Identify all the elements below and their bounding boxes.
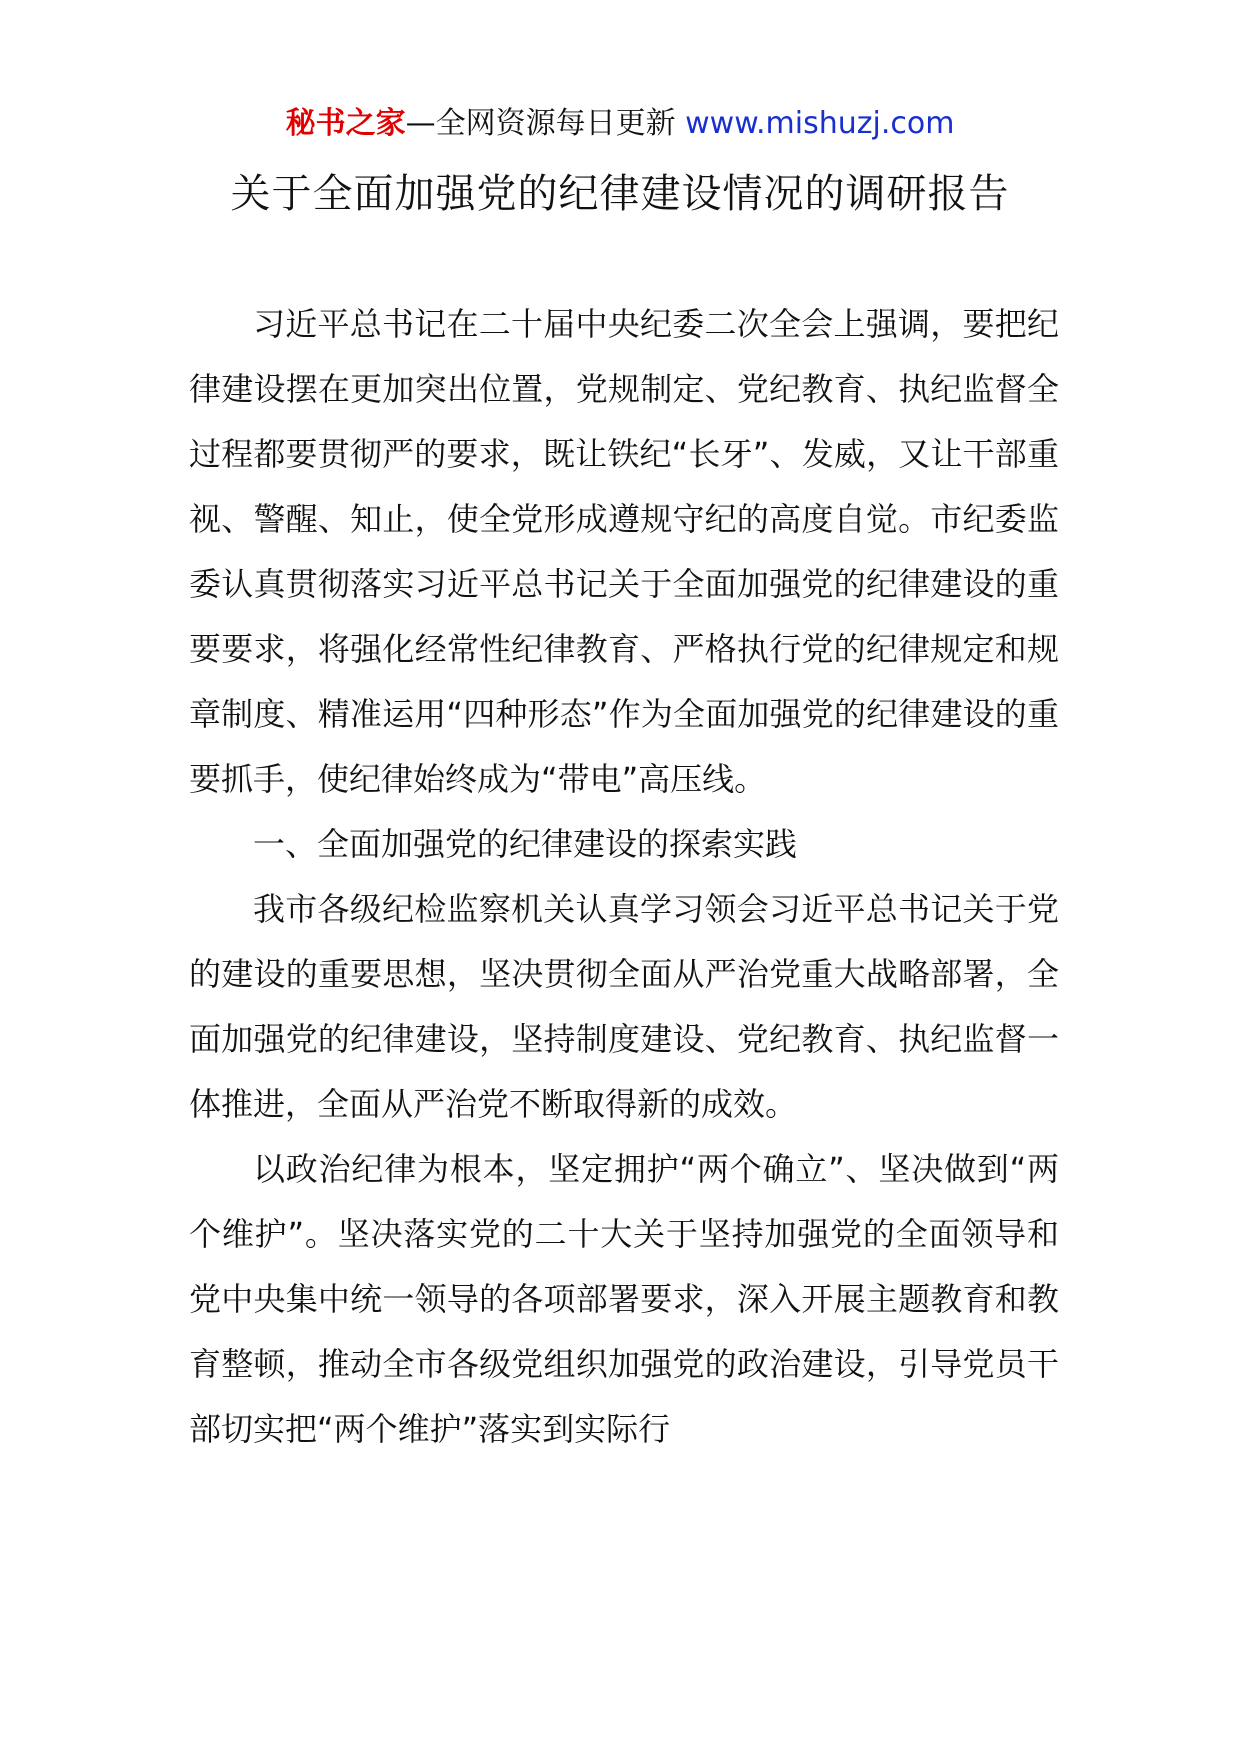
banner-brand: 秘书之家 xyxy=(285,106,406,141)
document-title: 关于全面加强党的纪律建设情况的调研报告 xyxy=(230,171,1010,217)
document-body xyxy=(189,292,1059,1462)
paragraph-practice: 我市各级纪检监察机关认真学习领会习近平总书记关于党的建设的重要思想，坚决贯彻全面从严治党重大战略部署，全面加强党的纪律建设，坚持制度建设、党纪教育、执纪监督一体推进，全面从严治党不断取得新的成效。 xyxy=(189,890,1059,1123)
banner-slogan: —全网资源每日更新 xyxy=(405,106,686,141)
paragraph-intro: 习近平总书记在二十届中央纪委二次全会上强调，要把纪律建设摆在更加突出位置，党规制定、党纪教育、执纪监督全过程都要贯彻严的要求，既让铁纪“长牙”、发威，又让干部重视、警醒、知止，使全党形成遵规守纪的高度自觉。市纪委监委认真贯彻落实习近平总书记关于全面加强党的纪律建设的重要要求，将强化经常性纪律教育、严格执行党的纪律规定和规章制度、精准运用“四种形态”作为全面加强党的纪律建设的重要抓手，使纪律始终成为“带电”高压线。 xyxy=(189,305,1059,798)
section-heading-1: 一、全面加强党的纪律建设的探索实践 xyxy=(253,825,798,863)
paragraph-political-discipline: 以政治纪律为根本，坚定拥护“两个确立”、坚决做到“两个维护”。坚决落实党的二十大关于坚持加强党的全面领导和党中央集中统一领导的各项部署要求，深入开展主题教育和教育整顿，推动全市各级党组织加强党的政治建设，引导党员干部切实把“两个维护”落实到实际行 xyxy=(189,1150,1059,1448)
banner-url-link[interactable]: www.mishuzj.com xyxy=(685,106,955,141)
watermark-banner xyxy=(0,104,1240,144)
